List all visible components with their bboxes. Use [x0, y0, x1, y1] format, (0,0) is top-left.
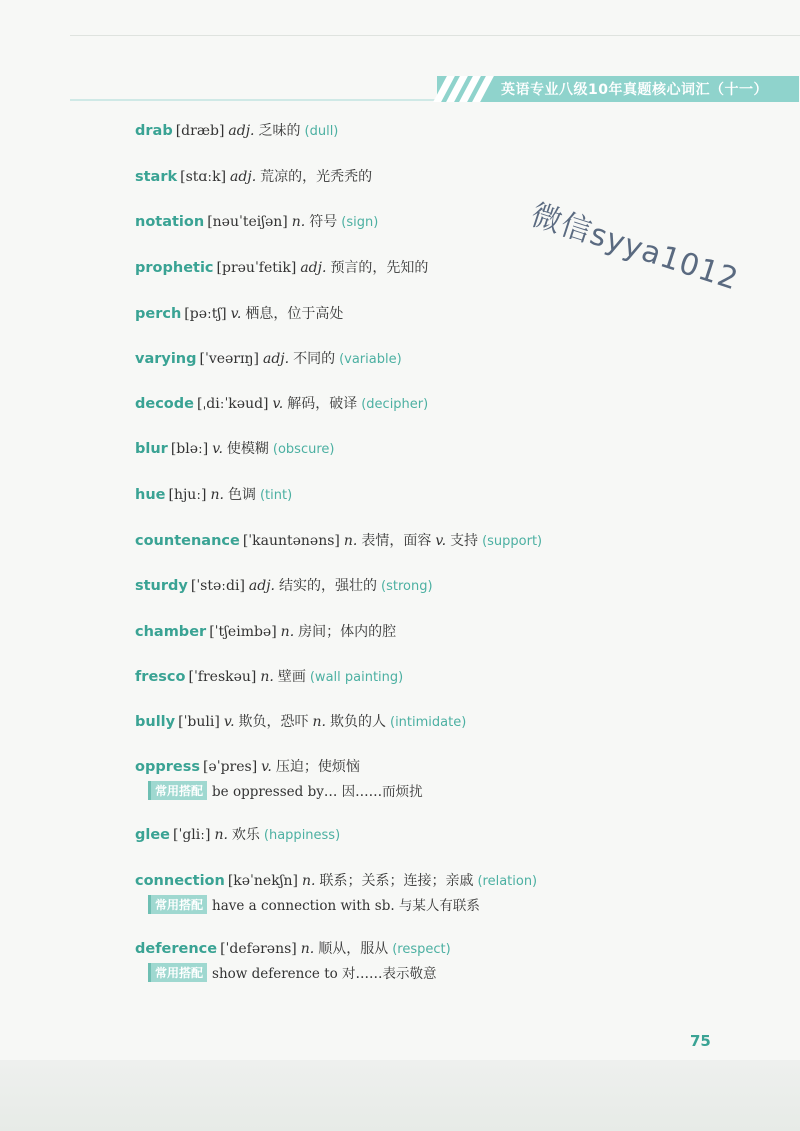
definition: 使模糊: [226, 441, 269, 457]
phonetic: [ˌdiːˈkəud]: [196, 396, 269, 412]
phonetic: [prəuˈfetik]: [216, 260, 297, 276]
phonetic: [pəːtʃ]: [184, 306, 227, 322]
header-rule: [70, 99, 437, 101]
definition: 预言的，先知的: [330, 260, 429, 276]
vocab-entry: [135, 666, 407, 686]
headword: notation: [135, 214, 205, 230]
synonym: (dull): [304, 124, 339, 139]
headword: connection: [135, 873, 225, 889]
synonym: (decipher): [361, 397, 429, 412]
headword: decode: [135, 396, 194, 412]
headword: varying: [135, 351, 197, 367]
part-of-speech: v.: [272, 396, 284, 412]
vocab-entry: [135, 438, 338, 458]
synonym: (sign): [341, 215, 379, 230]
definition: 不同的: [293, 351, 336, 367]
phonetic: [stɑːk]: [180, 169, 227, 185]
part-of-speech: n.: [214, 827, 228, 843]
part-of-speech: v.: [261, 759, 272, 775]
synonym: (happiness): [263, 828, 341, 843]
collocation-row: [148, 780, 423, 800]
headword: hue: [135, 487, 166, 503]
headword: fresco: [135, 669, 186, 685]
phonetic: [dræb]: [175, 123, 225, 139]
synonym: (relation): [477, 874, 538, 889]
part-of-speech: v.: [230, 306, 242, 322]
headword: deference: [135, 941, 218, 957]
vocab-entry: [135, 621, 400, 641]
synonym: (respect): [392, 942, 451, 957]
part-of-speech-2: n.: [312, 714, 326, 730]
synonym: (obscure): [272, 442, 335, 457]
vocab-entry: [135, 257, 432, 277]
phonetic: [hjuː]: [168, 487, 207, 503]
headword: blur: [135, 441, 168, 457]
vocab-entry: [135, 166, 376, 186]
headword: stark: [135, 169, 178, 185]
definition-2: 支持: [450, 533, 479, 549]
part-of-speech: n.: [280, 624, 295, 640]
headword: drab: [135, 123, 173, 139]
synonym: (variable): [339, 352, 402, 367]
phonetic: [ˈgliː]: [173, 827, 211, 843]
definition: 顺从，服从: [318, 941, 389, 957]
definition: 色调: [227, 487, 256, 503]
part-of-speech: adj.: [230, 169, 257, 185]
part-of-speech: adj.: [228, 123, 255, 139]
headword: countenance: [135, 533, 240, 549]
definition: 符号: [309, 214, 338, 230]
collocation-text: show deference to 对……表示敬意: [212, 966, 437, 982]
collocation-text: be oppressed by… 因……而烦扰: [212, 784, 423, 800]
top-rule: [70, 35, 800, 36]
part-of-speech: n.: [301, 873, 316, 889]
definition: 房间；体内的腔: [298, 624, 397, 640]
definition: 压迫；使烦恼: [275, 759, 360, 775]
phonetic: [ˈbuli]: [178, 714, 220, 730]
definition: 联系；关系；连接；亲戚: [319, 873, 474, 889]
headword: glee: [135, 827, 171, 843]
part-of-speech: n.: [291, 214, 306, 230]
vocab-entry: [135, 393, 432, 413]
vocab-entry: [135, 756, 364, 776]
vocab-entry: [135, 484, 296, 504]
collocation-text: have a connection with sb. 与某人有联系: [212, 898, 480, 914]
vocab-entry: [135, 211, 382, 231]
part-of-speech: n.: [343, 533, 358, 549]
vocab-entry: [135, 530, 546, 550]
synonym: (tint): [259, 488, 293, 503]
headword: oppress: [135, 759, 200, 775]
definition: 乏味的: [258, 123, 301, 139]
definition: 栖息，位于高处: [245, 306, 344, 322]
part-of-speech: n.: [260, 669, 274, 685]
part-of-speech: n.: [210, 487, 224, 503]
part-of-speech: v.: [212, 441, 223, 457]
page-number: 75: [690, 1032, 711, 1050]
definition: 表情，面容: [361, 533, 432, 549]
phonetic: [kəˈnekʃn]: [227, 873, 298, 889]
phonetic: [bləː]: [170, 441, 209, 457]
synonym: (wall painting): [309, 670, 404, 685]
headword: prophetic: [135, 260, 214, 276]
definition: 荒凉的，光秃秃的: [260, 169, 373, 185]
collocation-row: [148, 962, 437, 982]
headword: chamber: [135, 624, 207, 640]
vocab-entry: [135, 711, 470, 731]
vocab-entry: [135, 303, 347, 323]
header-stripes: [440, 76, 487, 102]
definition: 结实的，强壮的: [279, 578, 378, 594]
phonetic: [ˈstəːdi]: [190, 578, 245, 594]
vocab-entry: [135, 348, 406, 368]
chapter-header: [437, 76, 799, 102]
phonetic: [ˈveərɪŋ]: [199, 351, 259, 367]
synonym: (intimidate): [390, 715, 467, 730]
watermark-text: 微信syya1012: [526, 197, 743, 298]
definition: 欢乐: [231, 827, 260, 843]
headword: bully: [135, 714, 176, 730]
collocation-tag: 常用搭配: [148, 781, 207, 800]
vocab-entry: [135, 575, 437, 595]
headword: sturdy: [135, 578, 188, 594]
chapter-title: 英语专业八级10年真题核心词汇（十一）: [501, 82, 768, 98]
definition-2: 欺负的人: [330, 714, 386, 730]
synonym: (strong): [381, 579, 433, 594]
definition: 解码，破译: [287, 396, 358, 412]
synonym: (support): [482, 534, 543, 549]
phonetic: [ˈfreskəu]: [188, 669, 257, 685]
collocation-tag: 常用搭配: [148, 963, 207, 982]
part-of-speech: adj.: [262, 351, 290, 367]
phonetic: [ˈdefərəns]: [220, 941, 297, 957]
definition: 欺负，恐吓: [238, 714, 309, 730]
vocab-entry: [135, 870, 541, 890]
footer-band: [0, 1060, 800, 1131]
collocation-row: [148, 894, 480, 914]
part-of-speech: adj.: [300, 260, 327, 276]
part-of-speech: n.: [300, 941, 315, 957]
collocation-tag: 常用搭配: [148, 895, 207, 914]
headword: perch: [135, 306, 182, 322]
part-of-speech-2: v.: [435, 533, 447, 549]
phonetic: [ˈtʃeimbə]: [209, 624, 277, 640]
phonetic: [nəuˈteiʃən]: [207, 214, 288, 230]
phonetic: [ˈkauntənəns]: [242, 533, 340, 549]
part-of-speech: adj.: [248, 578, 276, 594]
vocab-entry: [135, 120, 342, 140]
vocab-entry: [135, 938, 455, 958]
vocab-entry: [135, 824, 344, 844]
phonetic: [əˈpres]: [202, 759, 258, 775]
definition: 壁画: [277, 669, 306, 685]
part-of-speech: v.: [223, 714, 235, 730]
